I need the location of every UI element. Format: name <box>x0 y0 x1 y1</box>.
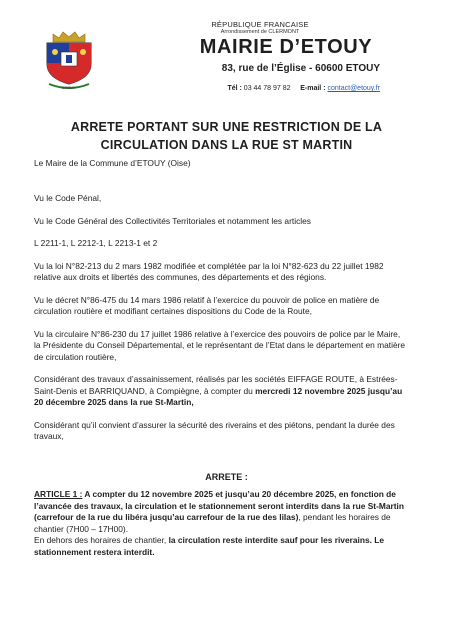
hors-horaires-bold-text: la circulation reste interdite sauf pour les riverains. Le stationnement restera interdit. <box>34 535 385 557</box>
articles-paragraph: L 2211-1, L 2212-1, L 2213-1 et 2 <box>34 238 158 248</box>
hors-horaires-text: En dehors des horaires de chantier, <box>34 535 169 545</box>
code-penal-paragraph: Vu le Code Pénal, <box>34 193 102 203</box>
email-label: E-mail : <box>300 85 326 92</box>
tel-value: 03 44 78 97 82 <box>243 85 291 92</box>
article-1-label: ARTICLE 1 : <box>34 489 83 499</box>
mairie-heading: MAIRIE D’ETOUY <box>199 36 373 58</box>
address-line: 83, rue de l’Église - 60600 ETOUY <box>221 63 380 74</box>
article-1-rest-text: , pendant les horaires de chantier (7H00 – 17H00). <box>34 512 391 534</box>
title-line-2: CIRCULATION DANS LA RUE ST MARTIN <box>100 138 353 152</box>
municipal-coat-of-arms-icon <box>41 30 97 90</box>
maire-line: Le Maire de la Commune d’ETOUY (Oise) <box>34 158 191 168</box>
considerant-travaux-text: Considérant des travaux d’assainissement, réalisés par les sociétés EIFFAGE ROUTE, à Estrées-Saint-Denis et BARRIQUAND, à Compiègne, à compter du <box>34 374 398 396</box>
circulaire-1986-paragraph: Vu la circulaire N°86-230 du 17 juillet 1986 relative à l’exercice des pouvoirs de police par le Maire, la Présidente du Conseil Départemental, et le représentant de l’Etat dans le département en matière de circulation routière, <box>34 328 406 362</box>
arrondissement-label: Arrondissement de CLERMONT <box>220 29 300 35</box>
considerant-securite-paragraph: Considérant qu’il convient d’assurer la sécurité des riverains et des piétons, pendant la durée des travaux, <box>34 419 395 441</box>
republique-label: RÉPUBLIQUE FRANCAISE <box>211 20 309 29</box>
contact-line <box>170 85 380 92</box>
document-title <box>30 118 423 154</box>
arrete-heading: ARRETE : <box>205 472 248 482</box>
considerant-travaux-dates: mercredi 12 novembre 2025 jusqu’au 20 décembre 2025 dans la rue St-Martin, <box>34 385 403 407</box>
considerant-travaux-paragraph <box>34 374 406 409</box>
crest-text: ETOUY <box>62 85 76 90</box>
document-body <box>34 158 406 443</box>
hors-horaires-paragraph <box>34 535 406 558</box>
article-1-bold-text: A compter du 12 novembre 2025 et jusqu’au 20 décembre 2025, en fonction de l’avancée des travaux, la circulation et le stationnement seront interdits dans la rue St-Martin (carrefour de la rue du libéra jusqu’au carrefour de la rue des lilas) <box>34 489 405 522</box>
email-link[interactable]: contact@etouy.fr <box>327 85 380 92</box>
tel-label: Tél : <box>227 85 242 92</box>
cgct-paragraph: Vu le Code Général des Collectivités Territoriales et notamment les articles <box>34 215 311 226</box>
title-line-1: ARRETE PORTANT SUR UNE RESTRICTION DE LA <box>70 120 383 134</box>
decret-1986-paragraph: Vu le décret N°86-475 du 14 mars 1986 relatif à l’exercice du pouvoir de police en matière de circulation routière et modifiant certaines dispositions du Code de la Route, <box>34 294 380 316</box>
article-section <box>34 489 406 558</box>
loi-1982-paragraph: Vu la loi N°82-213 du 2 mars 1982 modifiée et complétée par la loi N°82-623 du 22 juillet 1982 relative aux droits et libertés des communes, des départements et des régions. <box>34 260 384 282</box>
article-1-paragraph <box>34 489 406 535</box>
